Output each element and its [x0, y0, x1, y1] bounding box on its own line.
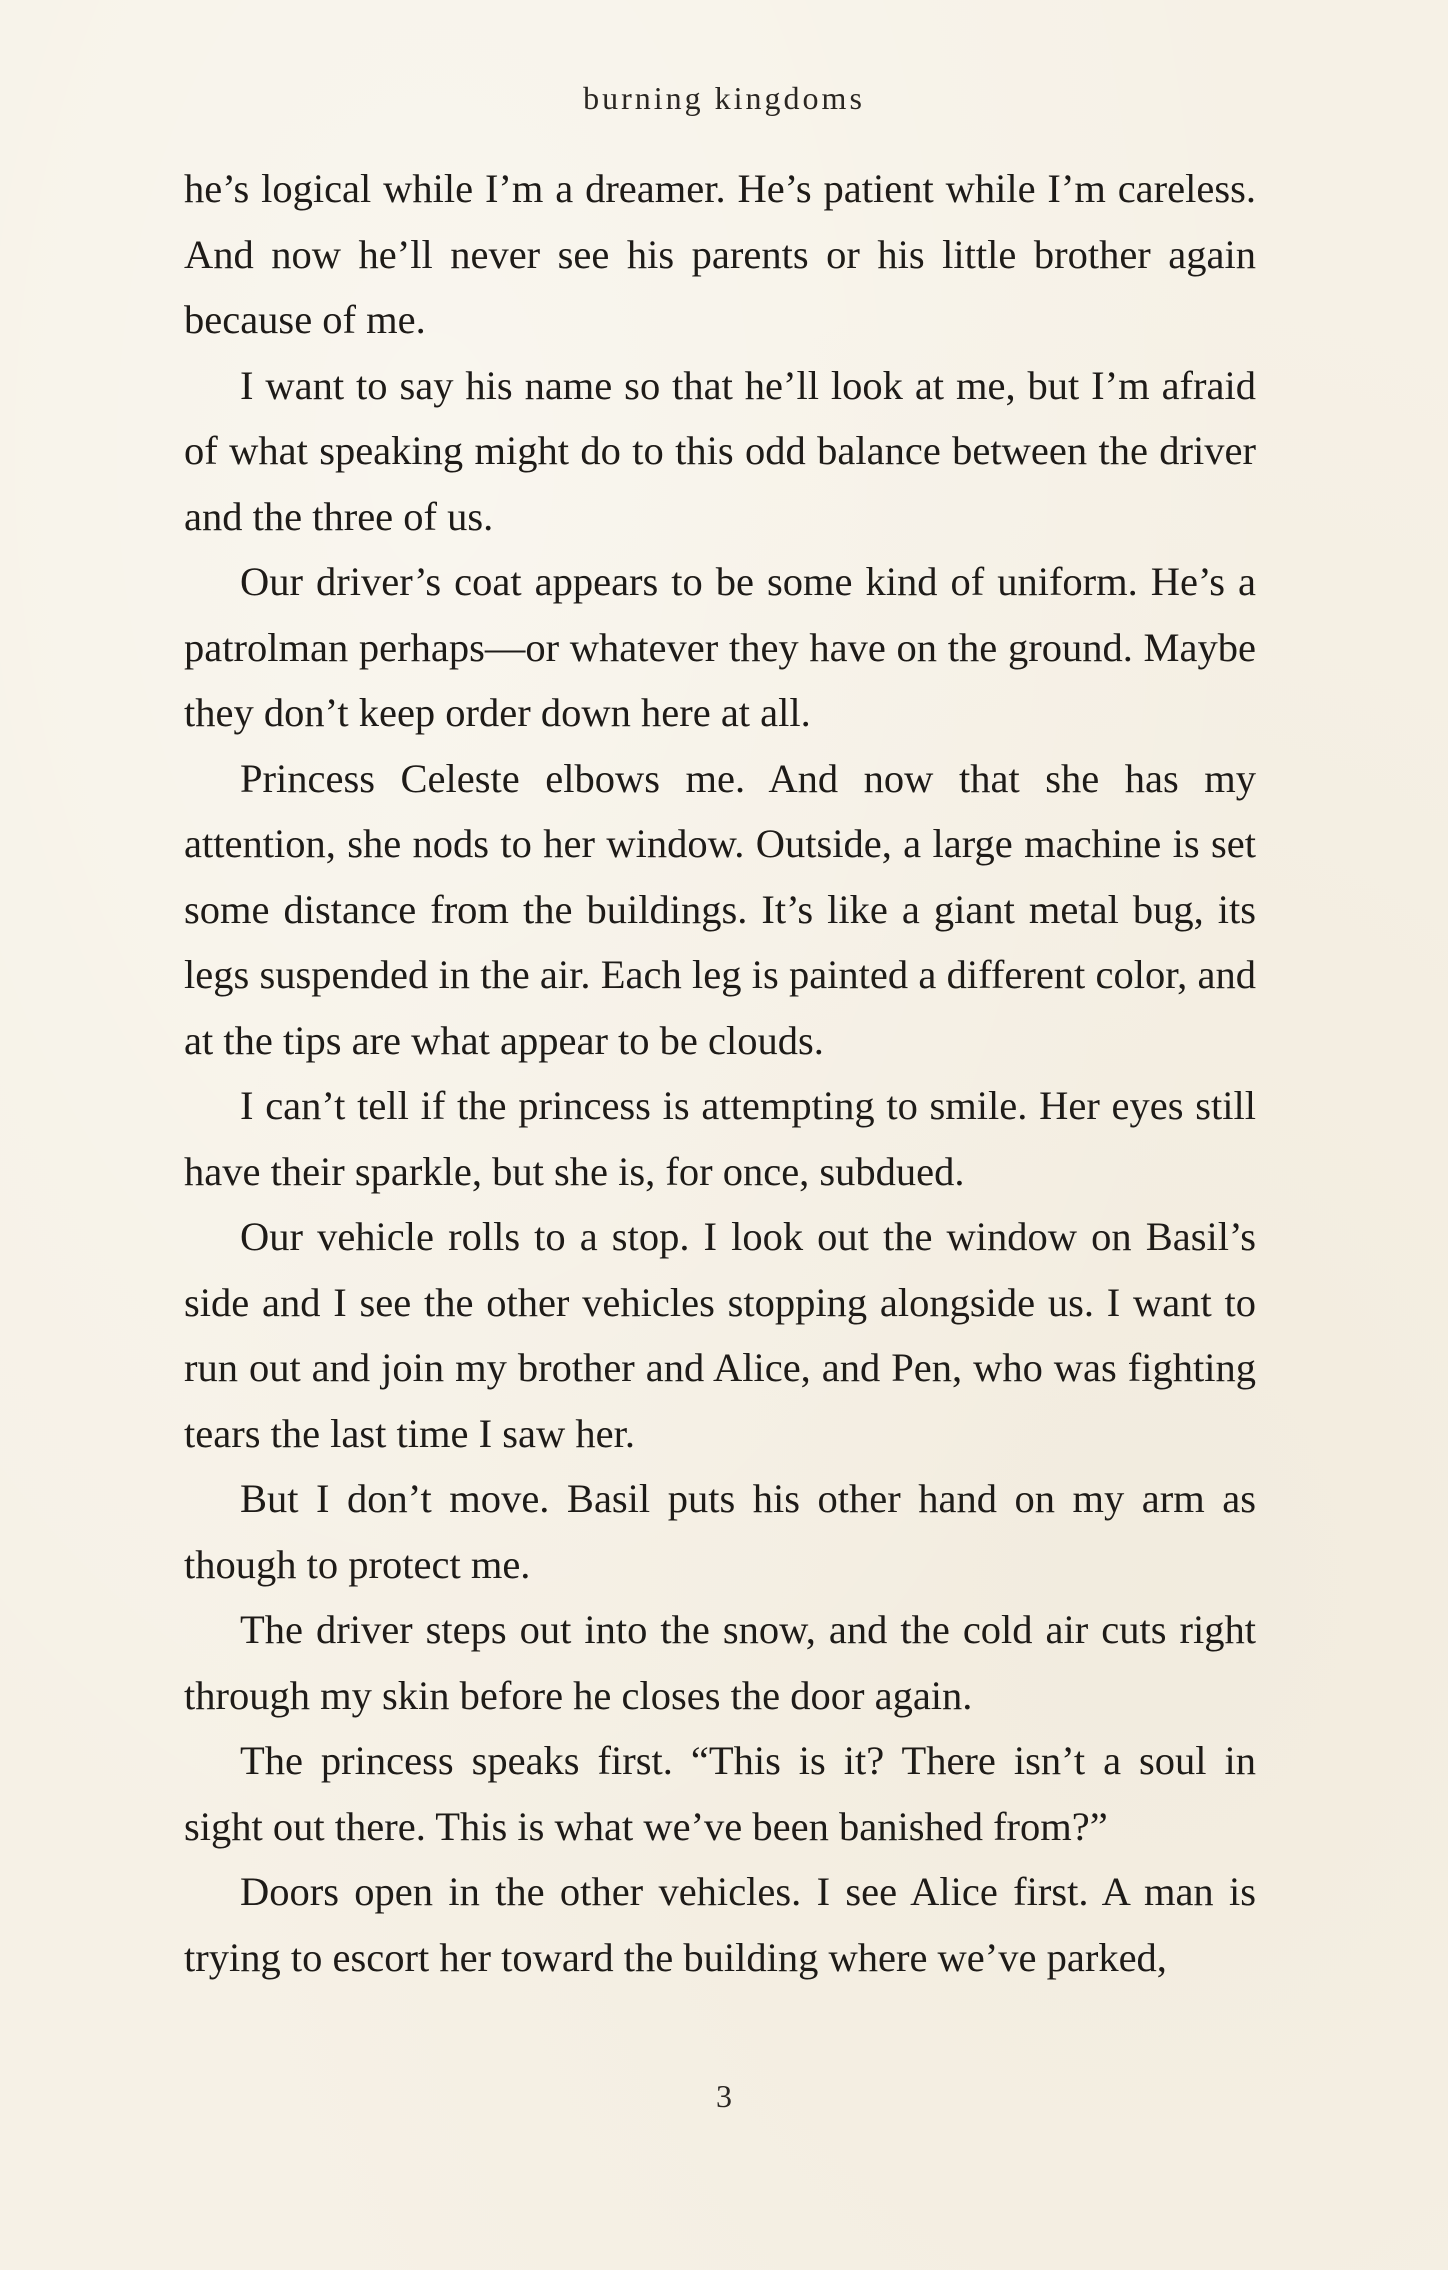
paragraph: I can’t tell if the princess is attempting to smile. Her eyes still have their sparkle, but she is, for once, subdued.	[184, 1083, 1256, 1194]
body-text	[184, 156, 1256, 1990]
page-number: 3	[716, 2078, 732, 2114]
paragraph: But I don’t move. Basil puts his other hand on my arm as though to protect me.	[184, 1476, 1256, 1587]
paragraph: Our driver’s coat appears to be some kind of uniform. He’s a patrolman perhaps—or whatever they have on the ground. Maybe they don’t keep order down here at all.	[184, 559, 1256, 735]
paragraph: I want to say his name so that he’ll look at me, but I’m afraid of what speaking might do to this odd balance between the driver and the three of us.	[184, 362, 1256, 539]
running-head: burning kingdoms	[583, 80, 865, 116]
paragraph: The driver steps out into the snow, and the cold air cuts right through my skin before he closes the door again.	[184, 1607, 1256, 1718]
paragraph: Our vehicle rolls to a stop. I look out the window on Basil’s side and I see the other vehicles stopping alongside us. I want to run out and join my brother and Alice, and Pen, who was fighting tears the last time I saw her.	[184, 1214, 1256, 1456]
paragraph: he’s logical while I’m a dreamer. He’s patient while I’m careless. And now he’ll never see his parents or his little brother again because of me.	[184, 166, 1256, 342]
paragraph: Princess Celeste elbows me. And now that she has my attention, she nods to her window. Outside, a large machine is set some distance from the buildings. It’s like a giant metal bug, its legs suspended in the air. Each leg is painted a different color, and at the tips are what appear to be clouds.	[184, 755, 1256, 1063]
paragraph: The princess speaks first. “This is it? There isn’t a soul in sight out there. This is what we’ve been banished from?”	[184, 1738, 1256, 1849]
paragraph: Doors open in the other vehicles. I see Alice first. A man is trying to escort her toward the building where we’ve parked,	[184, 1869, 1256, 1980]
